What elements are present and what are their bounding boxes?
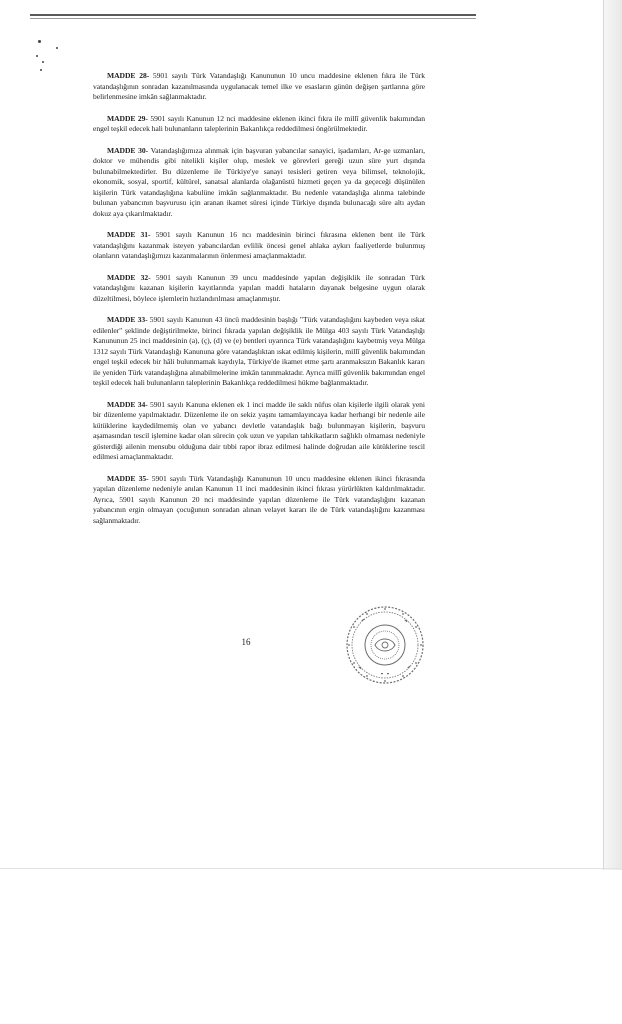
scan-speck [36, 55, 38, 57]
article-heading: MADDE 29- [107, 113, 148, 123]
article-29 [93, 114, 425, 135]
article-35 [93, 474, 425, 527]
article-text: 5901 sayılı Kanunun 43 üncü maddesinin başlığı "Türk vatandaşlığını kaybeden veya ıskat edilenler" şeklinde değiştirilmekte, birinci fıkrada yapılan değişiklik ile Mülga 403 sayılı Türk Vatandaşlığı Kanununun 25 inci maddesinin (a), (ç), (d) ve (e) bentleri uyarınca Türk vatandaşlığını kaybetmiş veya Mülga 1312 sayılı Türk Vatandaşlığı Kanununa göre vatandaşlıktan ıskat edilmiş kişilerin, millî güvenlik bakımından engel teşkil edecek bir hâli bulunmamak kaydıyla, Türkiye'de ikamet etme şartı aranmaksızın Bakanlık kararı ile yeniden Türk vatandaşlığına alınabilmelerine imkân tanınmaktadır. Ayrıca millî güvenlik bakımından engel teşkil edecek hali bulunanların taleplerinin Bakanlıkça reddedilmesi hükme bağlanmaktadır. [93, 315, 425, 387]
article-33 [93, 315, 425, 389]
top-border-line-secondary [30, 18, 476, 19]
article-text: 5901 sayılı Türk Vatandaşlığı Kanununun 10 uncu maddesine eklenen fıkra ile Türk vatandaşlığının sonradan kazanılmasında uygulanacak temel ilke ve esasların günün değişen şartlarına göre belirlenmesine imkân sağlanmaktadır. [93, 71, 425, 101]
article-heading: MADDE 28- [107, 71, 150, 80]
scan-edge-shadow [603, 0, 622, 870]
article-28 [93, 71, 425, 103]
article-text: 5901 sayılı Kanuna eklenen ek 1 inci madde ile saklı nüfus olan kişilerle ilgili olarak yeni bir düzenleme yapılmaktadır. Düzenleme ile on sekiz yaşını tamamlayıncaya kadar herhangi bir nedenle aile kütüklerine kaydedilmemiş olan ve yabancı devletle vatandaşlık bağı bulunmayan kişilerin, başvuru aşamasından tescil işlemine kadar olan sürecin çok uzun ve yapılan tahkikatların sağlıklı olmaması nedeniyle gösterdiği ailenin mensubu olduğuna dair tıbbi rapor ibraz edilmesi halinde doğrudan aile kütüklerine tescil edilmesi amaçlanmaktadır. [93, 399, 425, 461]
document-body [93, 71, 425, 537]
article-heading: MADDE 30- [107, 145, 149, 155]
article-text: 5901 sayılı Kanunun 12 nci maddesine eklenen ikinci fıkra ile millî güvenlik bakımından engel teşkil edecek hali bulunanların taleplerinin Bakanlıkça reddedilmesi öngörülmektedir. [93, 113, 425, 133]
scan-speck [38, 40, 41, 43]
page-number: 16 [241, 637, 251, 647]
scan-speck [42, 61, 44, 63]
article-text: Vatandaşlığımıza alınmak için başvuran yabancılar sanayici, işadamları, Ar-ge uzmanları, doktor ve mühendis gibi nitelikli kişiler olup, meslek ve görevleri gereği uzun süre yurt dışında bulunabilmektedirler. Bu düzenleme ile Türkiye'ye sanayi tesisleri getiren veya bilimsel, teknolojik, ekonomik, sosyal, sportif, kültürel, sanatsal alanlarda olağanüstü hizmeti geçen ya da geçeceği düşünülen kişilerin Türk vatandaşlığına kabulüne imkân sağlanmaktadır. Bu nedenle vatandaşlığa alınma talebinde bulunan yabancının başvurusu için aranan ikamet süresi içinde Türkiye dışında bulunacağı süre altı aydan dokuz aya çıkarılmaktadır. [93, 145, 425, 218]
article-30 [93, 146, 425, 220]
article-heading: MADDE 32- [107, 272, 151, 282]
article-text: 5901 sayılı Kanunun 39 uncu maddesinde yapılan değişiklik ile sonradan Türk vatandaşlığını kazanan kişilerin kayıtlarında yapılan maddi hataların dayanak belgesine uygun olarak düzeltilmesi, böylece işlemlerin hızlandırılması amaçlanmıştır. [93, 272, 425, 303]
scan-speck [56, 47, 58, 49]
article-34 [93, 400, 425, 463]
article-31 [93, 230, 425, 262]
article-heading: MADDE 31- [107, 230, 151, 239]
official-seal-icon [343, 603, 427, 687]
scan-speck [40, 69, 42, 71]
article-text: 5901 sayılı Türk Vatandaşlığı Kanununun 10 uncu maddesine eklenen ikinci fıkrasında yapılan düzenleme nedeniyle anılan Kanunun 11 inci maddesinin ikinci fıkrası yürürlükten kaldırılmaktadır. Ayrıca, 5901 sayılı Kanunun 20 nci maddesinde yapılan düzenleme ile Türk vatandaşlığını kazanan yabancının ergin olmayan çocuğunun sonradan alınan velayet kararı ile de Türk vatandaşlığını kazanması sağlanmaktadır. [93, 473, 425, 525]
article-heading: MADDE 34- [107, 399, 148, 409]
top-border-line [30, 14, 476, 16]
article-heading: MADDE 35- [107, 473, 149, 483]
article-text: 5901 sayılı Kanunun 16 ncı maddesinin birinci fıkrasına eklenen bent ile Türk vatandaşlığını kazanmak isteyen yabancılardan evlilik öncesi genel ahlaka aykırı faaliyetlerde bulunmuş olanların vatandaşlığımızı kazanmalarının önlenmesi amaçlanmaktadır. [93, 230, 426, 260]
article-heading: MADDE 33- [107, 315, 148, 324]
scan-bottom-edge [0, 868, 622, 869]
article-32 [93, 273, 425, 305]
